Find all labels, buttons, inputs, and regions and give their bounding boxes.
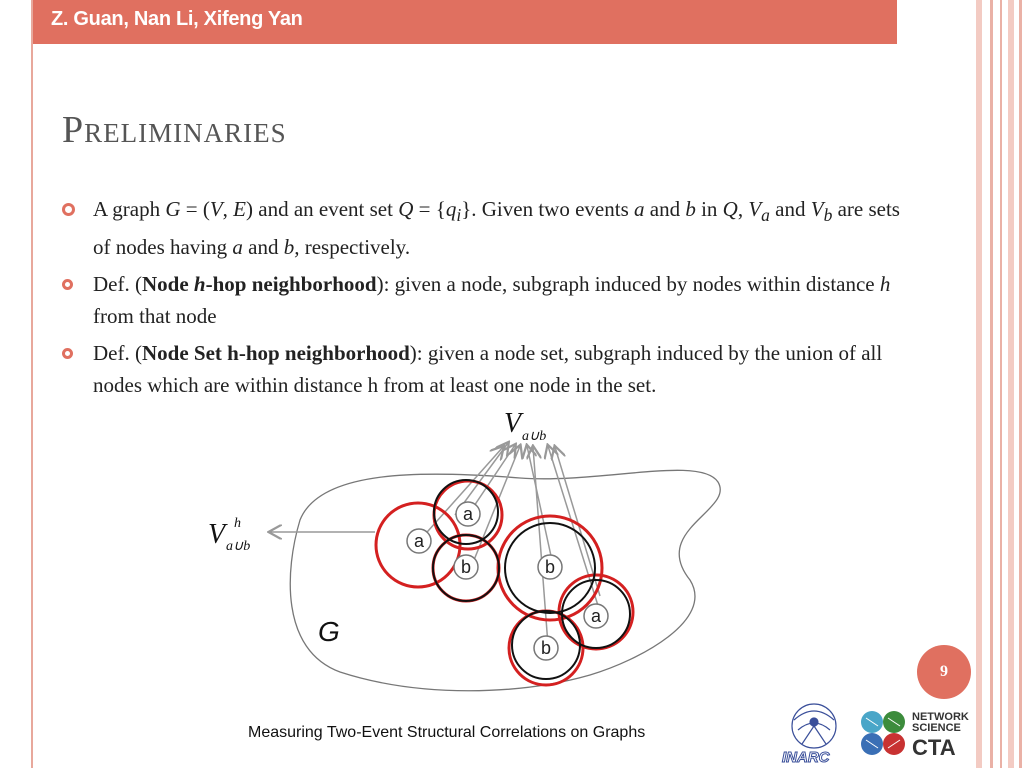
sub-a: a <box>761 205 770 226</box>
text: = ( <box>180 197 210 221</box>
network-science-label <box>912 712 969 734</box>
text: , <box>222 197 234 221</box>
node-a-3: a <box>590 606 602 626</box>
text: , <box>737 197 749 221</box>
text: and <box>769 197 811 221</box>
footer-title: Measuring Two-Event Structural Correlations on Graphs <box>248 724 646 741</box>
inarc-logo-text: INARC <box>782 749 830 766</box>
text: ): given a node set, subgraph induced by the union of all nodes which are within distance h from at least one node in the set. <box>93 341 883 397</box>
text: in <box>695 197 723 221</box>
var-a: a <box>232 234 243 259</box>
text: respectively. <box>299 234 411 259</box>
ns-line-network: NETWORK <box>912 711 969 723</box>
text: Def. ( <box>93 341 142 366</box>
bold-term: Node Set h-hop neighborhood <box>141 341 410 366</box>
var-G: G <box>165 197 181 221</box>
text: and <box>242 234 284 259</box>
bold-term: Node <box>141 272 194 297</box>
var-b: b <box>685 197 696 221</box>
hop-circles-red <box>376 481 633 685</box>
graph-label-G: G <box>318 616 340 647</box>
page-number-badge: 9 <box>917 645 971 699</box>
header-authors: Z. Guan, Nan Li, Xifeng Yan <box>51 8 303 30</box>
sub-b: b <box>823 205 833 226</box>
var-Q: Q <box>722 197 738 221</box>
union-label-sub: a∪b <box>522 429 547 444</box>
node-a-1: a <box>462 504 474 524</box>
graph-outline <box>290 470 720 690</box>
var-q: q <box>445 197 457 221</box>
text: = { <box>413 197 446 221</box>
var-E: E <box>233 197 246 221</box>
text: Def. ( <box>93 272 142 297</box>
text: from that node <box>93 303 217 328</box>
var-b: b, <box>283 234 300 259</box>
network-science-logo-icon <box>858 708 910 760</box>
var-a: a <box>634 197 645 221</box>
var-Va: V <box>748 197 762 221</box>
node-b-3: b <box>540 638 552 658</box>
bold-term: -hop neighborhood <box>205 272 377 297</box>
sub-i: i <box>456 205 462 226</box>
var-V: V <box>209 197 223 221</box>
var-Vb: V <box>810 197 824 221</box>
union-label-V: V <box>504 408 522 439</box>
text: A graph <box>93 197 166 221</box>
text: are sets of nodes having <box>93 197 900 259</box>
var-h: h <box>879 272 891 297</box>
text: ): given a node, subgraph induced by nodes within distance <box>376 272 880 297</box>
text: and <box>644 197 686 221</box>
node-a-2: a <box>413 531 425 551</box>
text: }. Given two events <box>461 197 634 221</box>
ns-cta-label: CTA <box>912 735 956 760</box>
hop-label-sup: h <box>234 516 241 531</box>
var-h: h <box>193 272 206 297</box>
text: ) and an event set <box>246 197 399 221</box>
ns-line-science: SCIENCE <box>912 722 961 734</box>
hop-label-V: V <box>208 519 226 550</box>
node-b-1: b <box>460 557 472 577</box>
var-Q: Q <box>398 197 414 221</box>
inarc-logo <box>776 700 854 766</box>
node-b-2: b <box>544 557 556 577</box>
slide-title: Preliminaries <box>62 109 287 151</box>
hop-label-sub: a∪b <box>226 539 251 554</box>
